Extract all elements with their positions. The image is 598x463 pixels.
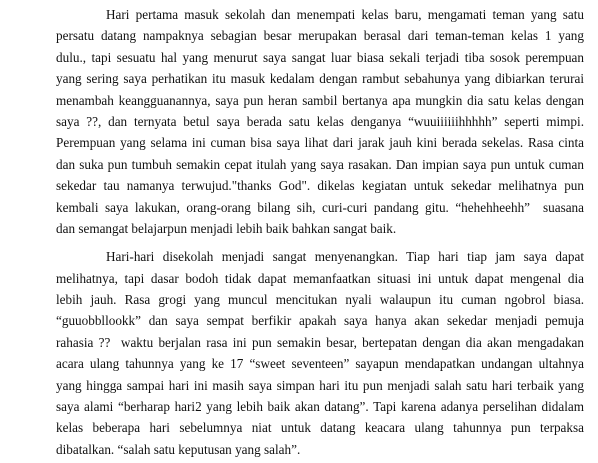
text-line-last: dan semangat belajarpun menjadi lebih baik bahkan sangat baik. (56, 220, 397, 236)
text-line: Hari-hari disekolah menjadi sangat menyenangkan. Tiap hari tiap jam saya dapat (106, 249, 584, 265)
text-line: rahasia ?? waktu berjalan rasa ini pun semakin besar, bertepatan dengan dia akan mengadakan (56, 334, 584, 350)
document-page (56, 4, 584, 460)
paragraph-1 (56, 4, 584, 239)
text-line: saya ??, dan ternyata betul saya berada satu kelas denganya “wuuiiiiiihhhhh” seperti mimpi. (56, 113, 584, 129)
text-line: menambah keangguanannya, saya pun heran sambil bertanya apa mungkin dia satu kelas dengan (56, 92, 584, 108)
paragraph-spacing (56, 239, 584, 246)
text-line: persatu datang nampaknya sebagian besar merupakan berasal dari teman-teman kelas 1 yang (56, 28, 584, 44)
text-line: dulu., tapi sesuatu hal yang menurut saya sangat luar biasa sekali terjadi tiba sosok perempuan (56, 49, 584, 65)
text-line: yang sering saya perhatikan itu masuk kedalam dengan rambut sebahunya yang dibiarkan terurai (56, 71, 584, 87)
text-line: sekedar tau namanya terwujud."thanks God". dikelas kegiatan untuk sekedar melihatnya pun (56, 178, 584, 194)
text-line: kelas beberapa hari sebelumnya niat untuk datang keacara ulang tahunnya pun terpaksa (56, 420, 584, 436)
text-line: dan suka pun tumbuh semakin cepat itulah yang saya rasakan. Dan impian saya pun untuk cuman (56, 156, 584, 172)
text-line: Hari pertama masuk sekolah dan menempati kelas baru, mengamati teman yang satu (106, 7, 584, 22)
text-line: Perempuan yang selama ini cuman bisa saya lihat dari jarak jauh kini berada sekelas. Rasa cinta (56, 135, 584, 151)
text-line: lebih jauh. Rasa grogi yang muncul mencitukan nyali walaupun itu cuman ngobrol biasa. (56, 292, 584, 308)
text-line: “guuobbllookk” dan saya sempat berfikir apakah saya hanya akan sekedar menjadi pemuja (56, 313, 584, 329)
text-line: melihatnya, tapi dasar bodoh tidak dapat memanfaatkan situasi ini untuk dapat mengenal dia (56, 270, 584, 286)
text-line: acara ulang tahunnya yang ke 17 “sweet seventeen” sayapun mendapatkan undangan ultahnya (56, 356, 584, 372)
text-line: yang hingga sampai hari ini masih saya simpan hari itu pun menjadi salah satu hari terbaik yang (56, 377, 584, 393)
text-line: kembali saya lakukan, orang-orang bilang sih, curi-curi pandang gitu. “hehehheehh” suasana (56, 199, 584, 215)
paragraph-2 (56, 246, 584, 460)
text-line: saya alami “berharap hari2 yang lebih baik akan datang”. Tapi karena adanya perselihan didalam (56, 399, 584, 415)
text-line-last: dibatalkan. “salah satu keputusan yang salah”. (56, 441, 301, 457)
